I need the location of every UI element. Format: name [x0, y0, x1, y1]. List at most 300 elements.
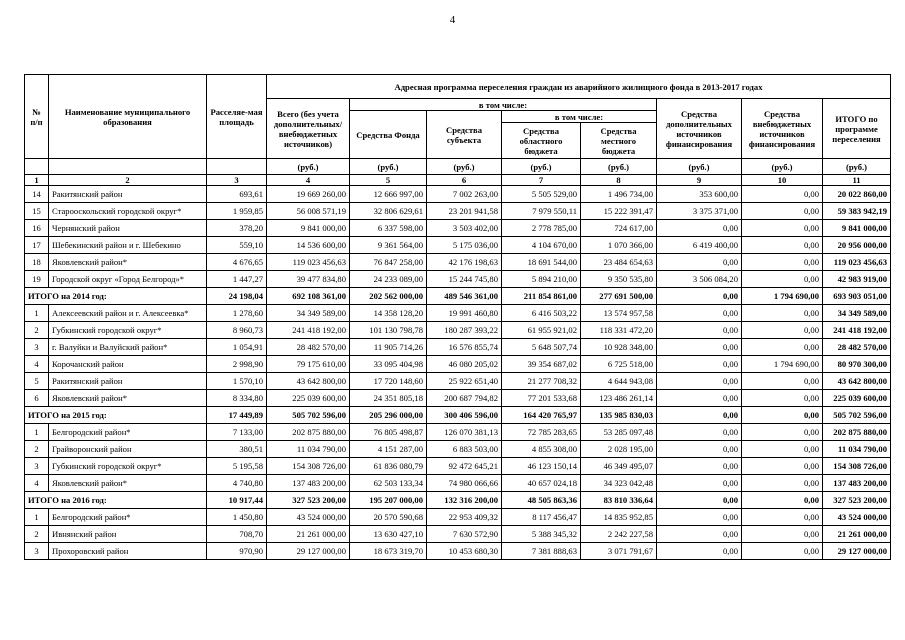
header-program-title: Адресная программа переселения граждан из аварийного жилищного фонда в 2013-2017 годах	[267, 75, 891, 99]
table-cell: 378,20	[207, 220, 267, 237]
table-cell: 225 039 600,00	[823, 390, 891, 407]
row-number: 16	[25, 220, 49, 237]
table-cell: 62 503 133,34	[350, 475, 427, 492]
total-cell: 0,00	[657, 288, 742, 305]
header-including-2: в том числе:	[502, 111, 657, 123]
table-cell: 200 687 794,82	[427, 390, 502, 407]
table-cell: 126 070 381,13	[427, 424, 502, 441]
column-number: 3	[207, 175, 267, 186]
table-row	[25, 475, 891, 492]
total-cell: 48 505 863,36	[502, 492, 581, 509]
header-num: № п/п	[25, 75, 49, 159]
municipality-name: Белгородский район*	[49, 424, 207, 441]
table-cell: 22 953 409,32	[427, 509, 502, 526]
row-number: 1	[25, 509, 49, 526]
table-row	[25, 390, 891, 407]
municipality-name: Ивнянский район	[49, 526, 207, 543]
table-cell: 92 472 645,21	[427, 458, 502, 475]
total-cell: 0,00	[657, 407, 742, 424]
row-number: 2	[25, 526, 49, 543]
municipality-name: Шебекинский район и г. Шебекино	[49, 237, 207, 254]
row-number: 3	[25, 339, 49, 356]
table-cell: 123 486 261,14	[581, 390, 657, 407]
table-row	[25, 526, 891, 543]
table-cell: 202 875 880,00	[823, 424, 891, 441]
table-cell: 1 070 366,00	[581, 237, 657, 254]
table-cell: 3 506 084,20	[657, 271, 742, 288]
table-cell: 0,00	[742, 526, 823, 543]
municipality-name: Яковлевский район*	[49, 390, 207, 407]
column-number: 10	[742, 175, 823, 186]
table-cell: 7 630 572,90	[427, 526, 502, 543]
row-number: 19	[25, 271, 49, 288]
table-cell: 46 080 205,02	[427, 356, 502, 373]
table-cell: 7 133,00	[207, 424, 267, 441]
table-cell: 2 028 195,00	[581, 441, 657, 458]
column-number: 11	[823, 175, 891, 186]
header-local-budget: Средства местного бюджета	[581, 123, 657, 159]
total-cell: 505 702 596,00	[267, 407, 350, 424]
table-cell: 0,00	[742, 339, 823, 356]
total-cell: 0,00	[657, 492, 742, 509]
total-cell: 202 562 000,00	[350, 288, 427, 305]
table-cell: 6 416 503,22	[502, 305, 581, 322]
total-label: ИТОГО на 2016 год:	[25, 492, 207, 509]
table-cell: 3 503 402,00	[427, 220, 502, 237]
header-including: в том числе:	[350, 99, 657, 111]
resettlement-program-table	[24, 74, 891, 560]
header-name-cont	[49, 159, 207, 175]
total-cell: 0,00	[742, 407, 823, 424]
table-cell: 0,00	[742, 475, 823, 492]
table-cell: 0,00	[742, 322, 823, 339]
table-cell: 0,00	[657, 441, 742, 458]
table-cell: 20 022 860,00	[823, 186, 891, 203]
table-cell: 0,00	[657, 220, 742, 237]
table-cell: 0,00	[742, 543, 823, 560]
table-cell: 380,51	[207, 441, 267, 458]
table-cell: 76 805 498,87	[350, 424, 427, 441]
table-cell: 24 233 089,00	[350, 271, 427, 288]
municipality-name: г. Валуйки и Валуйский район*	[49, 339, 207, 356]
total-row	[25, 492, 891, 509]
table-cell: 137 483 200,00	[267, 475, 350, 492]
table-cell: 1 278,60	[207, 305, 267, 322]
table-cell: 16 576 855,74	[427, 339, 502, 356]
row-number: 14	[25, 186, 49, 203]
table-cell: 241 418 192,00	[823, 322, 891, 339]
table-cell: 0,00	[657, 254, 742, 271]
table-cell: 5 648 507,74	[502, 339, 581, 356]
table-cell: 0,00	[657, 322, 742, 339]
table-row	[25, 339, 891, 356]
total-label: ИТОГО на 2014 год:	[25, 288, 207, 305]
table-cell: 61 836 080,79	[350, 458, 427, 475]
table-cell: 21 261 000,00	[823, 526, 891, 543]
table-cell: 28 482 570,00	[823, 339, 891, 356]
table-cell: 0,00	[657, 373, 742, 390]
table-cell: 19 991 460,80	[427, 305, 502, 322]
table-cell: 20 956 000,00	[823, 237, 891, 254]
total-cell: 327 523 200,00	[823, 492, 891, 509]
table-cell: 19 669 260,00	[267, 186, 350, 203]
total-row	[25, 288, 891, 305]
table-cell: 154 308 726,00	[823, 458, 891, 475]
table-cell: 43 642 800,00	[267, 373, 350, 390]
header-program-total: ИТОГО по программе переселения	[823, 99, 891, 159]
column-number-row	[25, 175, 891, 186]
table-cell: 119 023 456,63	[823, 254, 891, 271]
table-cell: 118 331 472,20	[581, 322, 657, 339]
total-cell: 17 449,89	[207, 407, 267, 424]
total-cell: 692 108 361,00	[267, 288, 350, 305]
table-cell: 4 644 943,08	[581, 373, 657, 390]
table-cell: 0,00	[742, 186, 823, 203]
table-cell: 10 928 348,00	[581, 339, 657, 356]
table-cell: 34 323 042,48	[581, 475, 657, 492]
table-cell: 724 617,00	[581, 220, 657, 237]
table-cell: 29 127 000,00	[267, 543, 350, 560]
table-row	[25, 373, 891, 390]
table-row	[25, 271, 891, 288]
table-cell: 202 875 880,00	[267, 424, 350, 441]
table-cell: 4 676,65	[207, 254, 267, 271]
total-cell: 132 316 200,00	[427, 492, 502, 509]
table-cell: 33 095 404,98	[350, 356, 427, 373]
table-cell: 8 117 456,47	[502, 509, 581, 526]
table-cell: 29 127 000,00	[823, 543, 891, 560]
table-cell: 4 104 670,00	[502, 237, 581, 254]
table-cell: 5 195,58	[207, 458, 267, 475]
row-number: 15	[25, 203, 49, 220]
total-cell: 277 691 500,00	[581, 288, 657, 305]
table-cell: 14 835 952,85	[581, 509, 657, 526]
column-number: 6	[427, 175, 502, 186]
row-number: 4	[25, 475, 49, 492]
table-cell: 0,00	[657, 509, 742, 526]
municipality-name: Старооскольский городской округ*	[49, 203, 207, 220]
table-cell: 0,00	[742, 203, 823, 220]
table-cell: 40 657 024,18	[502, 475, 581, 492]
table-cell: 43 642 800,00	[823, 373, 891, 390]
table-cell: 7 381 888,63	[502, 543, 581, 560]
table-cell: 76 847 258,00	[350, 254, 427, 271]
table-cell: 5 388 345,32	[502, 526, 581, 543]
total-cell: 205 296 000,00	[350, 407, 427, 424]
table-cell: 23 201 941,58	[427, 203, 502, 220]
table-cell: 2 998,90	[207, 356, 267, 373]
table-cell: 0,00	[657, 526, 742, 543]
table-cell: 43 524 000,00	[823, 509, 891, 526]
table-cell: 17 720 148,60	[350, 373, 427, 390]
row-number: 1	[25, 424, 49, 441]
total-cell: 10 917,44	[207, 492, 267, 509]
table-cell: 46 123 150,14	[502, 458, 581, 475]
municipality-name: Белгородский район*	[49, 509, 207, 526]
page-number: 4	[449, 14, 456, 26]
table-cell: 225 039 600,00	[267, 390, 350, 407]
table-cell: 34 349 589,00	[267, 305, 350, 322]
table-cell: 14 536 600,00	[267, 237, 350, 254]
total-row	[25, 407, 891, 424]
table-cell: 3 375 371,00	[657, 203, 742, 220]
row-number: 4	[25, 356, 49, 373]
table-cell: 21 261 000,00	[267, 526, 350, 543]
table-row	[25, 237, 891, 254]
municipality-name: Губкинский городской округ*	[49, 322, 207, 339]
table-cell: 0,00	[657, 424, 742, 441]
table-cell: 9 350 535,80	[581, 271, 657, 288]
total-cell: 693 903 051,00	[823, 288, 891, 305]
row-number: 6	[25, 390, 49, 407]
table-cell: 1 054,91	[207, 339, 267, 356]
row-number: 2	[25, 441, 49, 458]
header-regional-budget: Средства областного бюджета	[502, 123, 581, 159]
total-cell: 505 702 596,00	[823, 407, 891, 424]
table-cell: 0,00	[657, 543, 742, 560]
unit-label: (руб.)	[823, 159, 891, 175]
table-cell: 0,00	[742, 271, 823, 288]
table-cell: 53 285 097,48	[581, 424, 657, 441]
table-cell: 6 725 518,00	[581, 356, 657, 373]
table-cell: 11 034 790,00	[823, 441, 891, 458]
table-cell: 20 570 590,68	[350, 509, 427, 526]
table-cell: 13 630 427,10	[350, 526, 427, 543]
column-number: 4	[267, 175, 350, 186]
table-cell: 32 806 629,61	[350, 203, 427, 220]
total-cell: 195 207 000,00	[350, 492, 427, 509]
table-cell: 0,00	[657, 475, 742, 492]
table-cell: 6 419 400,00	[657, 237, 742, 254]
table-cell: 0,00	[742, 220, 823, 237]
municipality-name: Ракитянский район	[49, 186, 207, 203]
table-cell: 0,00	[742, 237, 823, 254]
column-number: 5	[350, 175, 427, 186]
table-cell: 23 484 654,63	[581, 254, 657, 271]
table-cell: 559,10	[207, 237, 267, 254]
unit-label: (руб.)	[581, 159, 657, 175]
total-cell: 300 406 596,00	[427, 407, 502, 424]
table-row	[25, 356, 891, 373]
table-cell: 9 841 000,00	[823, 220, 891, 237]
table-row	[25, 424, 891, 441]
table-cell: 0,00	[742, 373, 823, 390]
header-area: Расселяе-мая площадь	[207, 75, 267, 159]
table-row	[25, 254, 891, 271]
row-number: 5	[25, 373, 49, 390]
table-row	[25, 186, 891, 203]
table-cell: 0,00	[657, 390, 742, 407]
row-number: 17	[25, 237, 49, 254]
table-cell: 9 361 564,00	[350, 237, 427, 254]
unit-label: (руб.)	[427, 159, 502, 175]
table-cell: 42 983 919,00	[823, 271, 891, 288]
column-number: 7	[502, 175, 581, 186]
table-cell: 0,00	[742, 305, 823, 322]
unit-label: (руб.)	[742, 159, 823, 175]
table-cell: 0,00	[742, 509, 823, 526]
municipality-name: Грайворонский район	[49, 441, 207, 458]
table-row	[25, 441, 891, 458]
row-number: 3	[25, 543, 49, 560]
municipality-name: Чернянский район	[49, 220, 207, 237]
table-cell: 2 778 785,00	[502, 220, 581, 237]
table-cell: 1 450,80	[207, 509, 267, 526]
table-cell: 101 130 798,78	[350, 322, 427, 339]
table-cell: 18 691 544,00	[502, 254, 581, 271]
table-cell: 137 483 200,00	[823, 475, 891, 492]
total-cell: 83 810 336,64	[581, 492, 657, 509]
table-cell: 0,00	[742, 441, 823, 458]
row-number: 18	[25, 254, 49, 271]
table-cell: 28 482 570,00	[267, 339, 350, 356]
table-cell: 25 922 651,40	[427, 373, 502, 390]
table-cell: 5 175 036,00	[427, 237, 502, 254]
table-cell: 72 785 283,65	[502, 424, 581, 441]
header-offbudget-sources: Средства внебюджетных источников финансирования	[742, 99, 823, 159]
total-cell: 211 854 861,00	[502, 288, 581, 305]
table-cell: 0,00	[657, 305, 742, 322]
row-number: 3	[25, 458, 49, 475]
header-num-cont	[25, 159, 49, 175]
table-cell: 241 418 192,00	[267, 322, 350, 339]
table-cell: 180 287 393,22	[427, 322, 502, 339]
table-cell: 0,00	[657, 356, 742, 373]
unit-label: (руб.)	[267, 159, 350, 175]
table-cell: 46 349 495,07	[581, 458, 657, 475]
table-cell: 4 855 308,00	[502, 441, 581, 458]
table-cell: 1 794 690,00	[742, 356, 823, 373]
total-label: ИТОГО на 2015 год:	[25, 407, 207, 424]
table-cell: 1 959,85	[207, 203, 267, 220]
table-cell: 353 600,00	[657, 186, 742, 203]
table-row	[25, 220, 891, 237]
table-cell: 0,00	[742, 390, 823, 407]
table-cell: 5 505 529,00	[502, 186, 581, 203]
municipality-name: Ракитянский район	[49, 373, 207, 390]
municipality-name: Губкинский городской округ*	[49, 458, 207, 475]
table-cell: 6 337 598,00	[350, 220, 427, 237]
table-cell: 0,00	[657, 458, 742, 475]
header-fund: Средства Фонда	[350, 111, 427, 159]
table-cell: 59 383 942,19	[823, 203, 891, 220]
table-cell: 11 905 714,26	[350, 339, 427, 356]
unit-label: (руб.)	[350, 159, 427, 175]
table-cell: 0,00	[657, 339, 742, 356]
table-cell: 74 980 066,66	[427, 475, 502, 492]
table-cell: 39 354 687,02	[502, 356, 581, 373]
table-row	[25, 322, 891, 339]
column-number: 2	[49, 175, 207, 186]
table-cell: 39 477 834,80	[267, 271, 350, 288]
table-cell: 5 894 210,00	[502, 271, 581, 288]
table-cell: 8 960,73	[207, 322, 267, 339]
table-cell: 61 955 921,02	[502, 322, 581, 339]
table-cell: 1 496 734,00	[581, 186, 657, 203]
municipality-name: Городской округ «Город Белгород»*	[49, 271, 207, 288]
table-cell: 10 453 680,30	[427, 543, 502, 560]
table-cell: 119 023 456,63	[267, 254, 350, 271]
column-number: 1	[25, 175, 49, 186]
table-cell: 77 201 533,68	[502, 390, 581, 407]
table-cell: 43 524 000,00	[267, 509, 350, 526]
table-cell: 15 222 391,47	[581, 203, 657, 220]
table-cell: 154 308 726,00	[267, 458, 350, 475]
table-cell: 3 071 791,67	[581, 543, 657, 560]
unit-label: (руб.)	[657, 159, 742, 175]
total-cell: 1 794 690,00	[742, 288, 823, 305]
row-number: 1	[25, 305, 49, 322]
table-cell: 34 349 589,00	[823, 305, 891, 322]
table-cell: 80 970 300,00	[823, 356, 891, 373]
table-cell: 4 740,80	[207, 475, 267, 492]
table-cell: 2 242 227,58	[581, 526, 657, 543]
table-cell: 11 034 790,00	[267, 441, 350, 458]
table-row	[25, 458, 891, 475]
table-row	[25, 543, 891, 560]
table-row	[25, 305, 891, 322]
total-cell: 24 198,04	[207, 288, 267, 305]
row-number: 2	[25, 322, 49, 339]
table-cell: 1 447,27	[207, 271, 267, 288]
header-additional-sources: Средства дополнительных источников финансирования	[657, 99, 742, 159]
table-row	[25, 203, 891, 220]
table-cell: 79 175 610,00	[267, 356, 350, 373]
header-area-cont	[207, 159, 267, 175]
total-cell: 489 546 361,00	[427, 288, 502, 305]
table-cell: 12 666 997,00	[350, 186, 427, 203]
table-cell: 8 334,80	[207, 390, 267, 407]
table-cell: 1 570,10	[207, 373, 267, 390]
table-cell: 0,00	[742, 254, 823, 271]
table-cell: 9 841 000,00	[267, 220, 350, 237]
header-municipality: Наименование муниципального образования	[49, 75, 207, 159]
total-cell: 0,00	[742, 492, 823, 509]
table-cell: 0,00	[742, 424, 823, 441]
header-total: Всего (без учета дополнительных/ внебюджетных источников)	[267, 99, 350, 159]
column-number: 8	[581, 175, 657, 186]
table-cell: 970,90	[207, 543, 267, 560]
municipality-name: Прохоровский район	[49, 543, 207, 560]
table-cell: 15 244 745,80	[427, 271, 502, 288]
table-cell: 693,61	[207, 186, 267, 203]
municipality-name: Алексеевский район и г. Алексеевка*	[49, 305, 207, 322]
table-cell: 13 574 957,58	[581, 305, 657, 322]
table-cell: 4 151 287,00	[350, 441, 427, 458]
table-cell: 14 358 128,20	[350, 305, 427, 322]
municipality-name: Корочанский район	[49, 356, 207, 373]
table-row	[25, 509, 891, 526]
table-cell: 6 883 503,00	[427, 441, 502, 458]
total-cell: 164 420 765,97	[502, 407, 581, 424]
table-cell: 0,00	[742, 458, 823, 475]
table-cell: 18 673 319,70	[350, 543, 427, 560]
table-cell: 24 351 805,18	[350, 390, 427, 407]
total-cell: 327 523 200,00	[267, 492, 350, 509]
table-cell: 7 002 263,00	[427, 186, 502, 203]
table-cell: 42 176 198,63	[427, 254, 502, 271]
header-subject: Средства субъекта	[427, 111, 502, 159]
table-cell: 708,70	[207, 526, 267, 543]
table-cell: 7 979 550,11	[502, 203, 581, 220]
table-cell: 56 008 571,19	[267, 203, 350, 220]
municipality-name: Яковлевский район*	[49, 254, 207, 271]
table-cell: 21 277 708,32	[502, 373, 581, 390]
total-cell: 135 985 830,03	[581, 407, 657, 424]
municipality-name: Яковлевский район*	[49, 475, 207, 492]
unit-label: (руб.)	[502, 159, 581, 175]
column-number: 9	[657, 175, 742, 186]
